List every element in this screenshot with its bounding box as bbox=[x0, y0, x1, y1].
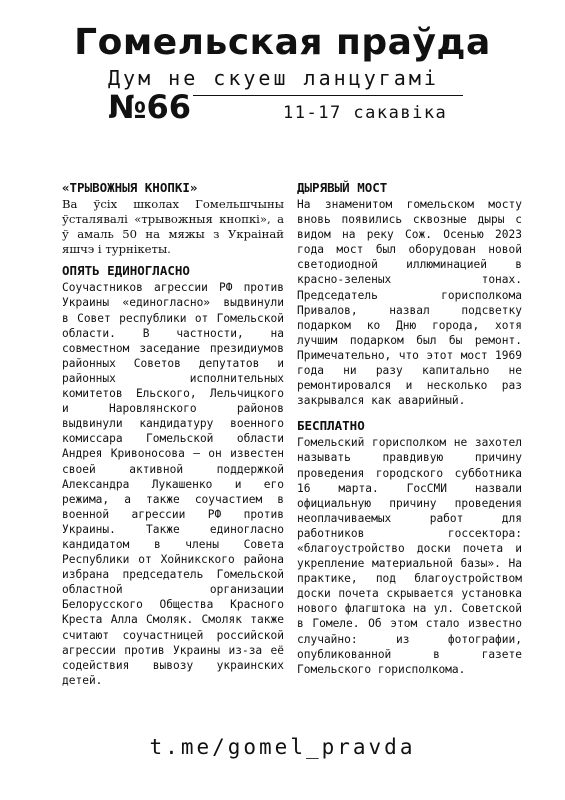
newspaper-motto: Дум не скуеш ланцугамі bbox=[108, 66, 439, 90]
newspaper-title: Гомельская праўда bbox=[74, 22, 491, 63]
left-column bbox=[62, 180, 284, 694]
article-headline: «ТРЫВОЖНЫЯ КНОПКІ» bbox=[62, 180, 198, 195]
article-body: На знаменитом гомельском мосту вновь появились сквозные дыры с видом на реку Сож. Осенью 2023 года мост был оборудован новой светодиодной иллюминацией в красно-зеленых тонах. Председатель горисполкома Привалов, назвал подсветку подарком ко Дню города, хотя лучшим подарком был бы ремонт. Примечательно, что этот мост 1969 года ни разу капитально не ремонтировался и несколько раз закрывался как аварийный. bbox=[297, 198, 522, 408]
right-column bbox=[297, 180, 522, 683]
article-body: Соучастников агрессии РФ против Украины «единогласно» выдвинули в Совет республики от Гомельской области. В частности, на совместном заседание президиумов районных Советов депутатов и районных исполнительных комитетов Ельского, Лельчицкого и Наровлянского районов выдвинули кандидатуру военного комиссара Гомельской области Андрея Кривоносова — он известен своей активной поддержкой Александра Лукашенко и его режима, а также соучастием в военной агрессии РФ против Украины. Также единогласно кандидатом в члены Совета Республики от Хойникского района избрана председатель Гомельской областной организации Белорусского Общества Красного Креста Алла Смоляк. Смоляк также считают соучастницей российской агрессии против Украины из-за её содействия вывозу украинских детей. bbox=[62, 281, 284, 687]
article-trevozhnye-knopki bbox=[62, 180, 284, 257]
issue-dates: 11-17 сакавіка bbox=[283, 103, 448, 123]
telegram-link[interactable]: t.me/gomel_pravda bbox=[149, 735, 416, 759]
article-dyryavyi-most bbox=[297, 180, 522, 408]
article-headline: ДЫРЯВЫЙ МОСТ bbox=[297, 180, 388, 195]
article-opyat-edinoglasno bbox=[62, 263, 284, 688]
masthead-divider bbox=[193, 95, 463, 96]
article-headline: ОПЯТЬ ЕДИНОГЛАСНО bbox=[62, 263, 190, 279]
article-headline: БЕСПЛАТНО bbox=[297, 418, 365, 434]
article-besplatno bbox=[297, 418, 522, 677]
article-body: Гомельский горисполком не захотел называть правдивую причину проведения городского субботника 16 марта. ГосСМИ назвали официальную причину проведения неоплачиваемых работ для работников госсектора: «благоустройство доски почета и укрепление материальной базы». На практике, под благоустройством доски почета скрывается установка нового флагштока на ул. Советской в Гомеле. Об этом стало известно случайно: из фотографии, опубликованной в газете Гомельского горисполкома. bbox=[297, 436, 522, 676]
article-body: Ва ўсіх школах Гомельшчыны ўсталявалі «трывожныя кнопкі», а ў амаль 50 на мяжы з Украінай яшчэ і турнікеты. bbox=[62, 197, 284, 257]
issue-number: №66 bbox=[108, 88, 192, 126]
